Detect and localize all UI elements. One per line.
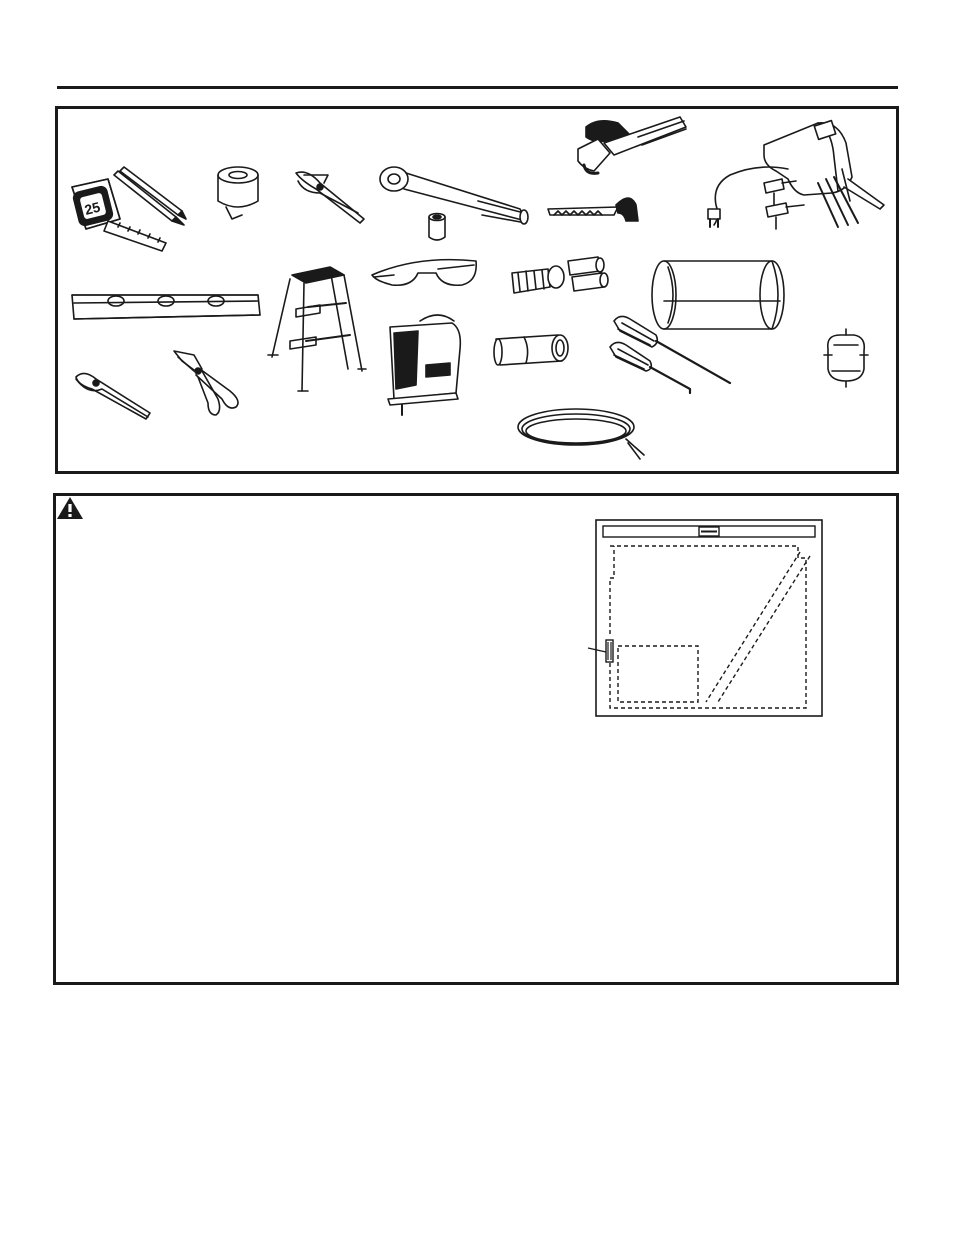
power-drill-icon	[708, 121, 884, 227]
pencils-icon	[114, 167, 186, 225]
tape-roll-icon	[218, 167, 258, 219]
wall-layout-diagram	[56, 496, 896, 982]
tape-measure-label: 25	[82, 198, 102, 218]
screwdrivers-icon	[610, 316, 730, 393]
tools-illustration	[58, 109, 896, 471]
safety-glasses-icon	[372, 260, 476, 286]
ratchet-wrench-icon	[380, 167, 528, 224]
installation-info-panel	[53, 493, 899, 985]
dashed-cabinet-outline	[610, 546, 806, 708]
socket-icon	[429, 214, 445, 241]
keyhole-saw-icon	[548, 198, 638, 221]
cable-connector-icon	[824, 329, 868, 387]
tin-snips-icon	[296, 172, 364, 223]
jig-saw-icon	[388, 315, 460, 415]
side-bracket	[606, 640, 613, 662]
hammer-icon	[578, 117, 686, 173]
tools-illustration-panel	[55, 106, 899, 474]
header-rule	[57, 86, 898, 89]
pliers-icon	[76, 373, 150, 419]
coiled-wire-icon	[518, 409, 644, 459]
wire-nuts-icon	[512, 257, 608, 293]
level-icon	[72, 295, 260, 319]
duct-roll-icon	[652, 261, 784, 329]
conduit-coupling-icon	[494, 335, 568, 365]
wall-outline	[596, 520, 822, 716]
aviation-snips-icon	[174, 351, 238, 415]
dashed-duct-lines	[706, 552, 810, 702]
warning-triangle-icon	[56, 496, 84, 520]
dashed-outlet-box	[618, 646, 698, 702]
callout-leader-line	[588, 648, 606, 652]
step-ladder-icon	[268, 267, 366, 391]
